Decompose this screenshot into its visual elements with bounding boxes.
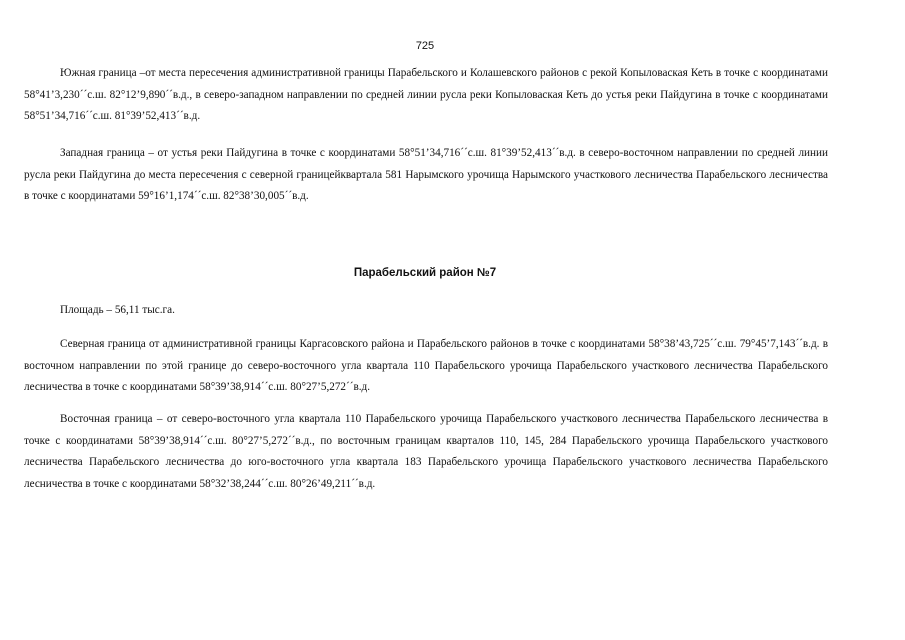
paragraph-west-border: Западная граница – от устья реки Пайдугина в точке с координатами 58°51’34,716´´с.ш. 81°39’52,413´´в.д. в северо-восточном направлении по средней линии русла реки Пайдугина до места пересечения с северной границейквартала 581 Нарымского урочища Нарымского участкового лесничества Парабельского лесничества в точке с координатами 59°16’1,174´´с.ш. 82°38’30,005´´в.д. <box>24 147 828 202</box>
area-text: Площадь – 56,11 тыс.га. <box>60 304 175 316</box>
paragraph-north-border: Северная граница от административной границы Каргасовского района и Парабельского районов в точке с координатами 58°38’43,725´´с.ш. 79°45’7,143´´в.д. в восточном направлении по этой границе до северо-восточного угла квартала 110 Парабельского урочища Парабельского участкового лесничества Парабельского лесничества в точке с координатами 58°39’38,914´´с.ш. 80°27’5,272´´в.д. <box>24 338 828 393</box>
paragraph-east-border: Восточная граница – от северо-восточного угла квартала 110 Парабельского урочища Парабельского участкового лесничества Парабельского лесничества в точке с координатами 58°39’38,914´´с.ш. 80°27’5,272´´в.д., по восточным границам кварталов 110, 145, 284 Парабельского урочища Парабельского участкового лесничества Парабельского лесничества до юго-восточного угла квартала 183 Парабельского урочища Парабельского участкового лесничества Парабельского лесничества в точке с координатами 58°32’38,244´´с.ш. 80°26’49,211´´в.д. <box>24 413 828 490</box>
section-title: Парабельский район №7 <box>353 267 497 279</box>
paragraph-south-border: Южная граница –от места пересечения административной границы Парабельского и Колашевского районов с рекой Копыловаская Кеть в точке с координатами 58°41’3,230´´с.ш. 82°12’9,890´´в.д., в северо-западном направлении по средней линии русла реки Копыловаская Кеть до устья реки Пайдугина в точке с координатами 58°51’34,716´´с.ш. 81°39’52,413´´в.д. <box>24 67 828 122</box>
page-number: 725 <box>415 40 435 52</box>
